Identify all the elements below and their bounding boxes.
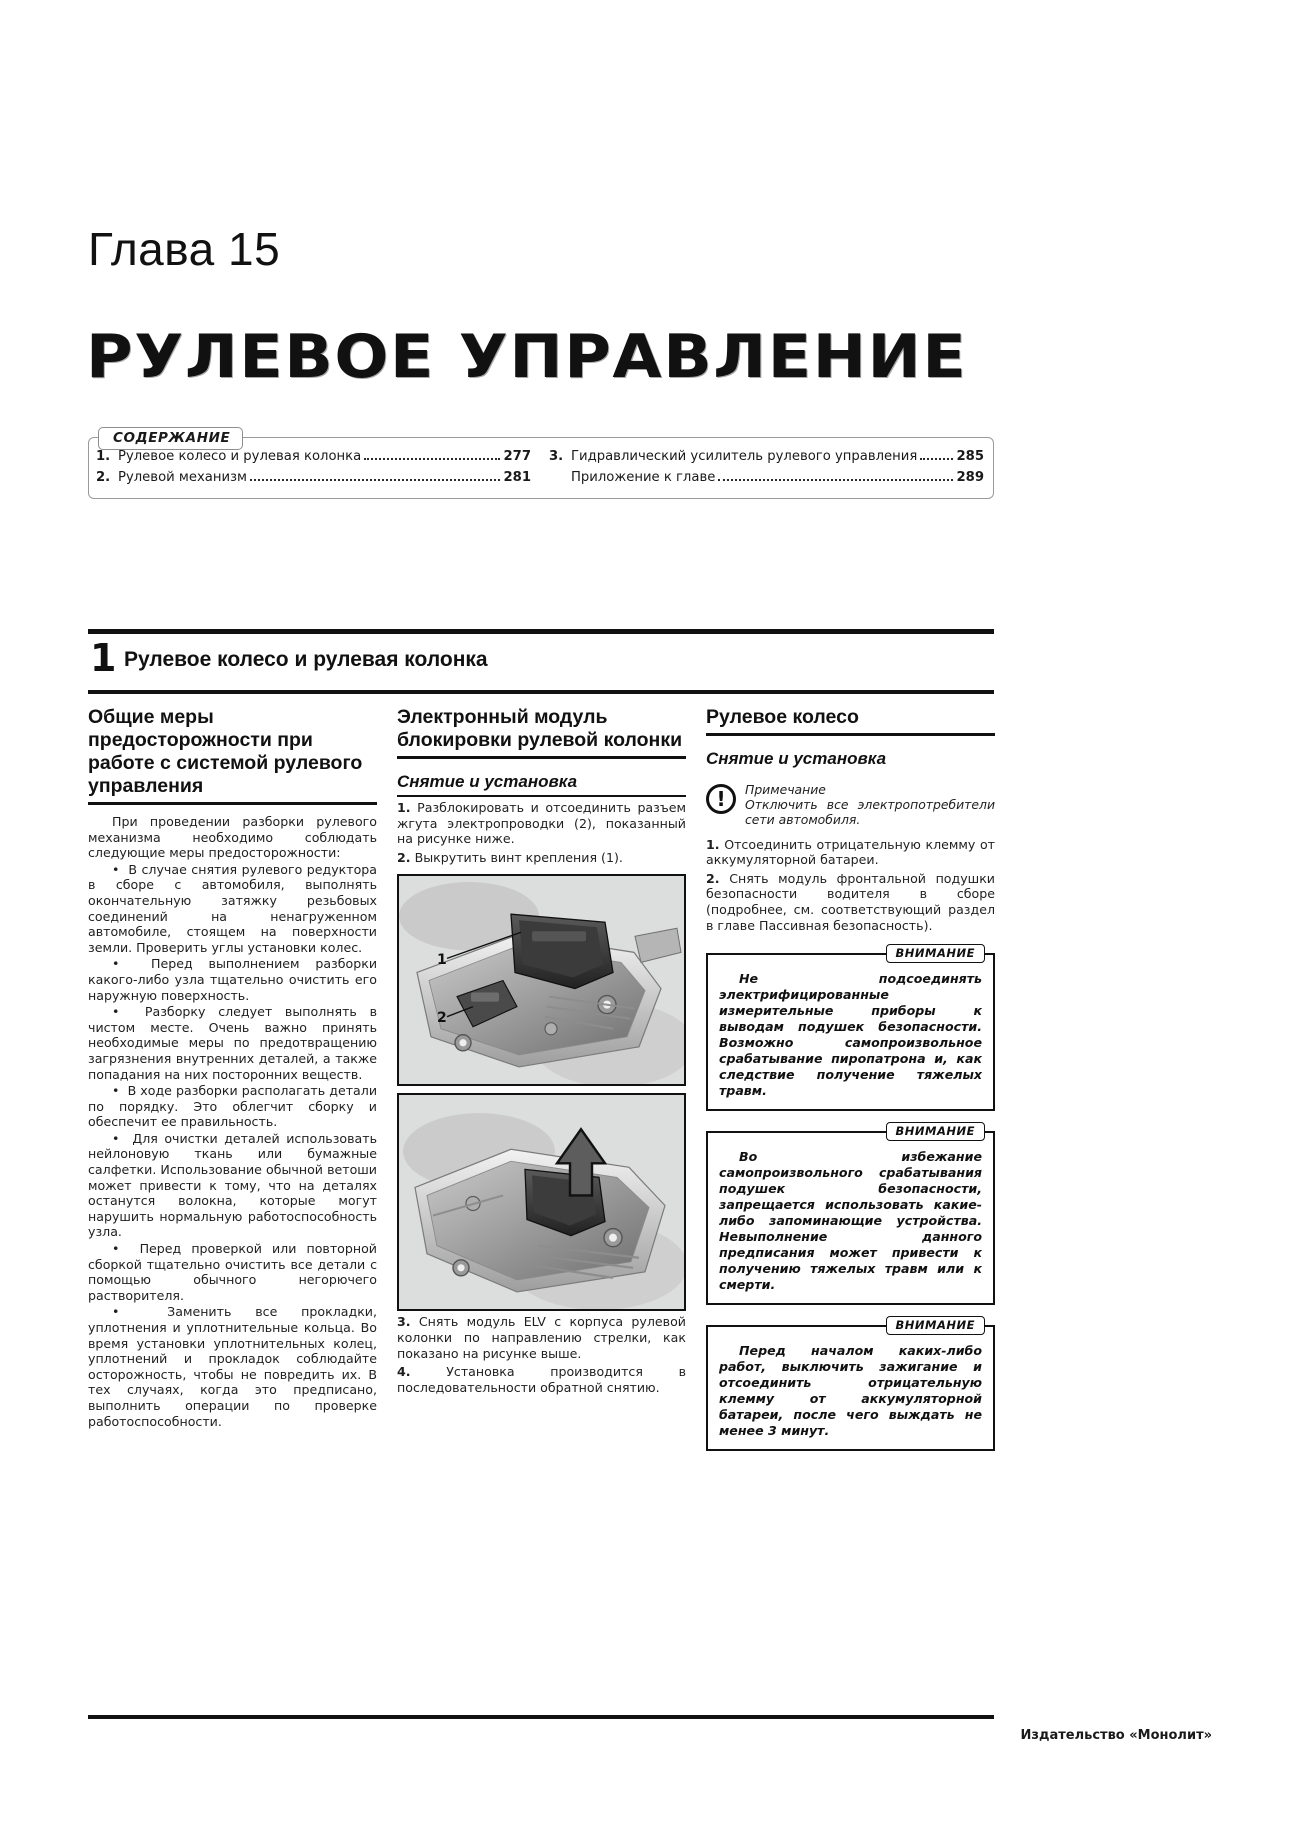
figure-steering-column-elv-1 — [397, 874, 686, 1086]
column3-step — [706, 837, 995, 868]
column1-bullet: • Перед проверкой или повторной сборкой тщательно очистить все детали с помощью обычного негорючего растворителя. — [88, 1241, 377, 1303]
chapter-label: Глава 15 — [88, 223, 281, 275]
note-block — [706, 782, 995, 828]
step-text: Разблокировать и отсоединить разъем жгута электропроводки (2), показанный на рисунке ниже. — [397, 800, 686, 847]
step-number: 1. — [706, 836, 720, 852]
column1-bullet: • В случае снятия рулевого редуктора в сборе с автомобиля, выполнять окончательную затяжку резьбовых соединений на ненагруженном автомобиле, стоящем на поверхности земли. Проверить углы установки колес. — [88, 862, 377, 956]
column2-step — [397, 1364, 686, 1395]
column1-bullet: • Для очистки деталей использовать нейлоновую ткань или бумажные салфетки. Использование обычной ветоши может привести к тому, что на деталях останутся волокна, которые могут нарушить нормальную работоспособность узла. — [88, 1131, 377, 1240]
toc-leader-dots — [364, 451, 500, 460]
toc-entry-page: 281 — [503, 470, 531, 485]
figure-1-illustration — [399, 876, 684, 1084]
column1-bullet: • Заменить все прокладки, уплотнения и уплотнительные кольца. Во время установки уплотнительных колец, уплотнений и прокладок соблюдайте осторожность, чтобы не повредить их. В тех случаях, когда это предписано, выполнить операции по проверке работоспособности. — [88, 1304, 377, 1429]
toc-leader-dots — [920, 451, 953, 460]
section-number: 1 — [90, 636, 117, 680]
section-rule-top — [88, 629, 994, 634]
toc-entry-title: Гидравлический усилитель рулевого управления — [571, 449, 918, 464]
step-number: 1. — [397, 800, 411, 815]
warning-box — [706, 1318, 995, 1451]
figure-callout-2: 2 — [437, 1010, 447, 1027]
column1-bullet: • В ходе разборки располагать детали по порядку. Это облегчит сборку и обеспечит ее правильность. — [88, 1083, 377, 1130]
publisher-footer: Издательство «Монолит» — [1020, 1728, 1212, 1743]
warning-tab-label: ВНИМАНИЕ — [886, 1316, 985, 1335]
toc-tab-label: СОДЕРЖАНИЕ — [98, 427, 243, 450]
column3-subheading: Снятие и установка — [706, 749, 887, 768]
column-general-precautions — [88, 706, 377, 1451]
note-title: Примечание — [745, 782, 826, 797]
column2-step — [397, 850, 686, 866]
exclamation-circle-icon: ! — [706, 784, 736, 814]
toc-entry-number: 3. — [549, 449, 564, 464]
step-number: 2. — [397, 849, 411, 865]
note-text: Отключить все электропотребители сети автомобиля. — [745, 797, 995, 828]
toc-leader-dots — [250, 472, 500, 481]
figure-callout-1: 1 — [437, 952, 447, 969]
warning-tab-label: ВНИМАНИЕ — [886, 1122, 985, 1141]
figure-2-illustration — [399, 1095, 684, 1309]
step-text: Снять модуль фронтальной подушки безопасности водителя в сборе (подробнее, см. соответствующий раздел в главе Пассивная безопасность). — [706, 870, 995, 933]
toc-entry[interactable] — [549, 446, 984, 467]
column1-bullet: • Разборку следует выполнять в чистом месте. Очень важно принять необходимые меры по предотвращению загрязнения внутренних деталей, а также попадания на них посторонних веществ. — [88, 1004, 377, 1082]
toc-entry-number: 1. — [96, 449, 111, 464]
toc-entry-title: Рулевой механизм — [118, 470, 248, 485]
toc-entry-page: 289 — [956, 470, 984, 485]
step-text: Выкрутить винт крепления (1). — [414, 849, 623, 865]
section-rule-bottom — [88, 690, 994, 694]
column3-heading: Рулевое колесо — [706, 706, 995, 736]
warning-tab-label: ВНИМАНИЕ — [886, 944, 985, 963]
warning-text: Во избежание самопроизвольного срабатывания подушек безопасности, запрещается использовать какие-либо запоминающие устройства. Невыполнение данного предписания может привести к получению тяжелых травм или к смерти. — [719, 1149, 982, 1293]
toc-entry[interactable] — [549, 467, 984, 488]
column3-step — [706, 871, 995, 933]
warning-text: Перед началом каких-либо работ, выключить зажигание и отсоединить отрицательную клемму от аккумуляторной батареи, после чего выждать не менее 3 минут. — [719, 1343, 982, 1439]
column-elv-module — [397, 706, 686, 1451]
step-text: Снять модуль ELV с корпуса рулевой колонки по направлению стрелки, как показано на рисунке выше. — [397, 1314, 686, 1361]
step-number: 3. — [397, 1314, 411, 1330]
warning-box — [706, 1124, 995, 1305]
step-text: Отсоединить отрицательную клемму от аккумуляторной батареи. — [706, 836, 995, 868]
column2-step — [397, 800, 686, 847]
step-number: 2. — [706, 870, 720, 886]
toc-column-left — [88, 446, 541, 488]
toc-column-right — [541, 446, 994, 488]
note-body — [745, 782, 995, 828]
step-number: 4. — [397, 1364, 411, 1380]
warning-box — [706, 946, 995, 1111]
column2-subheading: Снятие и установка — [397, 772, 686, 797]
toc-entry-page: 277 — [503, 449, 531, 464]
toc-entry[interactable] — [96, 446, 531, 467]
column-steering-wheel — [706, 706, 995, 1451]
toc-leader-dots — [718, 472, 953, 481]
step-text: Установка производится в последовательности обратной снятию. — [397, 1364, 686, 1395]
footer-rule — [88, 1715, 994, 1719]
toc-columns — [88, 446, 994, 488]
warning-text: Не подсоединять электрифицированные измерительные приборы к выводам подушек безопасности. Возможно самопроизвольное срабатывание пиропатрона и, как следствие получение тяжелых травм. — [719, 971, 982, 1099]
toc-entry[interactable] — [96, 467, 531, 488]
column2-step — [397, 1314, 686, 1361]
column1-intro: При проведении разборки рулевого механизма необходимо соблюдать следующие меры предосторожности: — [88, 814, 377, 861]
toc-entry-title: Приложение к главе — [571, 470, 716, 485]
column1-bullet: • Перед выполнением разборки какого-либо узла тщательно очистить его наружную поверхность. — [88, 956, 377, 1003]
toc-entry-title: Рулевое колесо и рулевая колонка — [118, 449, 362, 464]
section-title: Рулевое колесо и рулевая колонка — [124, 648, 488, 671]
column1-heading: Общие меры предосторожности при работе с системой рулевого управления — [88, 706, 377, 805]
figure-steering-column-elv-2 — [397, 1093, 686, 1311]
column2-heading: Электронный модуль блокировки рулевой колонки — [397, 706, 686, 759]
toc-entry-number: 2. — [96, 470, 111, 485]
chapter-title: РУЛЕВОЕ УПРАВЛЕНИЕ — [86, 322, 968, 392]
toc-entry-page: 285 — [956, 449, 984, 464]
body-columns — [88, 706, 994, 1451]
